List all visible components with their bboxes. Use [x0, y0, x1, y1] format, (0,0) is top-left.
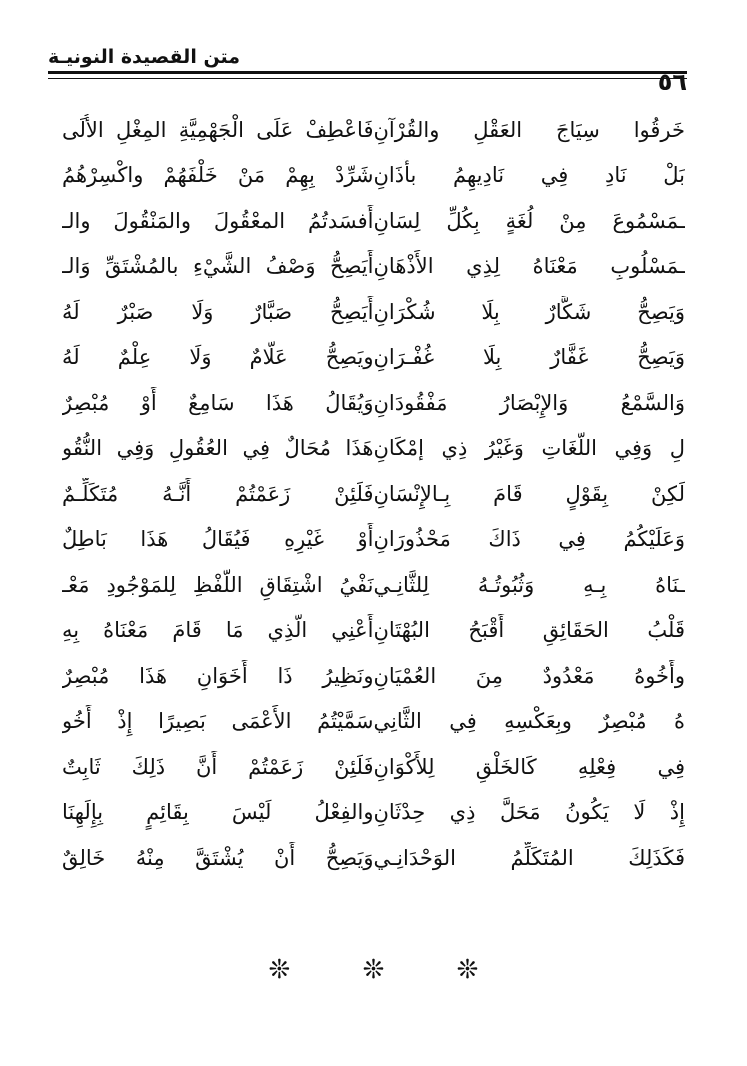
verse-line — [62, 700, 685, 746]
verse-first-hemistich: فَلَئِنْ زَعَمْتُمْ أَنَّ ذَلِكَ ثَابِتٌ — [62, 754, 374, 779]
section-end-ornament: ❊ ❊ ❊ — [268, 955, 511, 985]
verse-first-hemistich: وَيُقَالُ هَذَا سَامِعٌ أَوْ مُبْصِرٌ — [62, 390, 374, 415]
verse-second-hemistich: ـنَاهُ بِـهِ وَثُبُوتُـهُ لِلثَّانِـي — [373, 572, 685, 597]
verse-second-hemistich: وَعَلَيْكُمُ فِي ذَاكَ مَحْذُورَانِ — [373, 527, 685, 552]
header-rule-thin — [48, 78, 687, 79]
verse-first-hemistich: ونَظِيرُ ذَا أَخَوَانِ هَذَا مُبْصِرٌ — [62, 663, 374, 688]
verse-line — [62, 609, 685, 655]
verse-first-hemistich: فَاعْطِفْ عَلَى الْجَهْمِيَّةِ المِغْلِ الأُلَى — [62, 117, 374, 142]
verse-first-hemistich: أَيَصِحُّ وَصْفُ الشَّيْءِ بالمُشْتَقِّ وَالـ — [62, 254, 374, 279]
verse-second-hemistich: خَرقُوا سِيَاجَ العَقْلِ والقُرْآنِ — [373, 117, 685, 142]
verse-second-hemistich: وَيَصِحُّ غَفَّارٌ بِلَا غُفْـرَانِ — [373, 345, 685, 370]
verse-line — [62, 472, 685, 518]
verse-first-hemistich: وَيَصِحُّ أَنْ يُشْتَقَّ مِنْهُ خَالِقٌ — [62, 845, 374, 870]
verse-first-hemistich: شَرِّدْ بِهِمْ مَنْ خَلْفَهُمْ واكْسِرْهُمُ — [62, 163, 374, 188]
verse-line — [62, 791, 685, 837]
page-number: ٥٦ — [657, 68, 687, 96]
verse-second-hemistich: هُ مُبْصِرٌ وبِعَكْسِهِ فِي الثَّانِي — [373, 709, 685, 734]
verse-line — [62, 654, 685, 700]
verse-first-hemistich: سَمَّيْتُمُ الأَعْمَى بَصِيرًا إِذْ أَخُو — [62, 709, 374, 734]
verse-first-hemistich: أَعْنِي الَّذِي مَا قَامَ مَعْنَاهُ بِهِ — [62, 618, 374, 643]
verse-line — [62, 290, 685, 336]
poem-body — [62, 108, 685, 882]
verse-second-hemistich: وَالسَّمْعُ وَالإِبْصَارُ مَفْقُودَانِ — [373, 390, 685, 415]
verse-second-hemistich: فِي فِعْلِهِ كَالخَلْقِ لِلأَكْوَانِ — [373, 754, 685, 779]
verse-first-hemistich: ويَصِحُّ عَلَّامٌ وَلَا عِلْمٌ لَهُ — [62, 345, 374, 370]
verse-second-hemistich: فَكَذَلِكَ المُتَكَلِّمُ الوَحْدَانِـي — [373, 845, 685, 870]
verse-first-hemistich: والفِعْلُ لَيْسَ بِقَائِمٍ بِإِلَهِنَا — [62, 800, 374, 825]
verse-second-hemistich: وَيَصِحُّ شَكَّارٌ بِلَا شُكْرَانِ — [373, 299, 685, 324]
verse-line — [62, 427, 685, 473]
verse-line — [62, 336, 685, 382]
header-rule-thick — [48, 71, 687, 74]
verse-first-hemistich: هَذَا مُحَالٌ فِي العُقُولِ وَفِي النُّقُو — [62, 436, 374, 461]
verse-line — [62, 518, 685, 564]
verse-line — [62, 154, 685, 200]
verse-second-hemistich: لَكِنْ بِقَوْلٍ قَامَ بِـالإِنْسَانِ — [373, 481, 685, 506]
verse-second-hemistich: ـمَسْلُوبِ مَعْنَاهُ لِذِي الأَذْهَانِ — [373, 254, 685, 279]
verse-second-hemistich: وأَخُوهُ مَعْدُودٌ مِنَ العُمْيَانِ — [373, 663, 685, 688]
verse-second-hemistich: بَلْ نَادِ فِي نَادِيهِمُ بأَذَانِ — [373, 163, 685, 188]
verse-line — [62, 563, 685, 609]
running-title: متن القصيدة النونيـة — [48, 46, 241, 68]
page-header — [48, 40, 687, 112]
verse-first-hemistich: نَفْيُ اشْتِقَاقِ اللَّفْظِ لِلمَوْجُودِ مَعْـ — [62, 572, 374, 597]
verse-line — [62, 745, 685, 791]
verse-second-hemistich: لِ وَفِي اللُّغَاتِ وَغَيْرُ ذِي إمْكَانِ — [373, 436, 685, 461]
verse-line — [62, 836, 685, 882]
verse-line — [62, 245, 685, 291]
verse-second-hemistich: قَلْبُ الحَقَائِقِ أَقْبَحُ البُهْتَانِ — [373, 618, 685, 643]
verse-first-hemistich: فَلَئِنْ زَعَمْتُمْ أَنَّـهُ مُتَكَلِّـمٌ — [62, 481, 374, 506]
verse-line — [62, 199, 685, 245]
verse-first-hemistich: أَيَصِحُّ صَبَّارٌ وَلَا صَبْرٌ لَهُ — [62, 299, 374, 324]
verse-first-hemistich: أَوْ غَيْرِهِ فَيُقَالُ هَذَا بَاطِلٌ — [62, 527, 374, 552]
verse-line — [62, 381, 685, 427]
verse-second-hemistich: إِذْ لَا يَكُونُ مَحَلَّ ذِي حِدْثَانِ — [373, 800, 685, 825]
verse-line — [62, 108, 685, 154]
verse-first-hemistich: أَفسَدتُمُ المعْقُولَ والمَنْقُولَ والـ — [62, 208, 374, 233]
verse-second-hemistich: ـمَسْمُوعَ مِنْ لُغَةٍ بِكُلِّ لِسَانِ — [373, 208, 685, 233]
